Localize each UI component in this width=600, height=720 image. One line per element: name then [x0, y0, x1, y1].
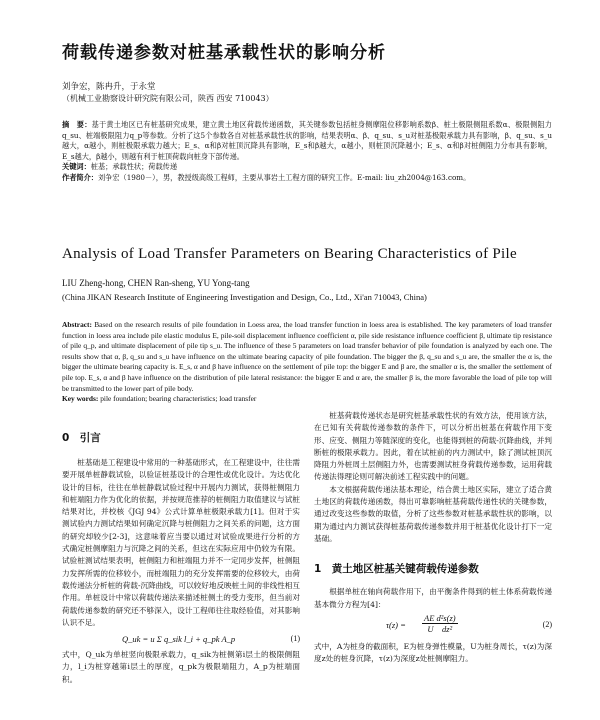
right-column — [314, 410, 552, 665]
abstract-label-cn: 摘 要： — [62, 120, 92, 129]
author-info: 刘争宏（1980－），男，教授级高级工程师，主要从事岩土工程方面的研究工作。E-mail: liu_zh2004@163.com。 — [97, 172, 471, 182]
paper-title-en: Analysis of Load Transfer Parameters on Bearing Characteristics of Pile — [62, 246, 517, 262]
section-1-heading: 1 黄土地区桩基关键荷载传递参数 — [314, 563, 479, 576]
section-0-paragraph-1: 桩基础是工程建设中常用的一种基础形式，在工程建设中，往往需要开展单桩静载试验，以验证桩基设计的合理性或优化设计。为达优化设计的目标，往往在单桩静载试验过程中开展内力测试，获得桩侧阻力和桩端阻力作为优化的依据，并按规范推荐的桩侧阻力取值建议与试桩结果对比，并校核《JGJ 94》公式计算单桩极限承载力[1]。但对于实测试验内力测试结果如何确定沉降与桩侧阻力之间关系的问题，这方面的研究却较少[2-3]，这意味着应当要以通过对试验成果进行分析的方式确定桩侧摩阻力与沉降之间的关系，但这在实际应用中仍较为有限。试验桩测试结果表明，桩侧阻力和桩端阻力并不一定同步发挥，桩侧阻力发挥所需的位移较小，而桩端阻力的充分发挥需要的位移较大，由荷载传递法分析桩的荷载-沉降曲线，可以较好地反映桩土间的非线性相互作用。单桩设计中常以荷载传递法来描述桩侧土的受力变形，但当前对荷载传递参数的研究还不够深入，设计工程师往往取经验值，对其影响认识不足。 — [62, 458, 300, 627]
abstract-en — [62, 320, 552, 405]
affiliation-en: (China JIKAN Research Institute of Engineering Investigation and Design, Co., Ltd., Xi'an 710043, China) — [62, 292, 427, 302]
section-0-paragraph-2: 式中，Q_uk为单桩竖向极限承载力，q_sik为桩侧第i层土的极限侧阻力，l_i为桩穿越第i层土的厚度，q_pk为极限端阻力，A_p为桩端面积。 — [62, 650, 300, 684]
authors-cn: 刘争宏，陈冉升，于永堂 — [62, 82, 156, 92]
abstract-label-en: Abstract: — [62, 320, 92, 329]
keywords-en: pile foundation; bearing characteristics; load transfer — [100, 394, 257, 404]
equation-2-denominator: U dz² — [427, 623, 453, 634]
equation-1-body: Q_uk = u Σ q_sik l_i + q_pk A_p — [122, 634, 236, 645]
authors-en: LIU Zheng-hong, CHEN Ran-sheng, YU Yong-tang — [62, 278, 250, 288]
paper-title-cn: 荷载传递参数对桩基承载性状的影响分析 — [62, 43, 386, 63]
equation-2 — [314, 611, 552, 641]
equation-2-fraction — [422, 613, 458, 634]
keywords-label-en: Key words: — [62, 394, 99, 404]
right-paragraph-2: 本文根据荷载传递法基本理论，结合黄土地区实际，建立了适合黄土地区的荷载传递函数，得出可靠影响桩基荷载传递性状的关键参数，通过改变这些参数的取值，分析了这些参数对桩基承载性状的影响，以期为通过内力测试获得桩基荷载传递参数并用于桩基优化设计打下一定基础。 — [314, 484, 552, 543]
equation-2-numerator: AE d²s(z) — [424, 612, 456, 623]
affiliation-cn: （机械工业勘察设计研究院有限公司，陕西 西安 710043） — [62, 94, 274, 103]
keywords-cn: 桩基；承载性状；荷载传递 — [90, 162, 178, 171]
equation-2-number: (2) — [542, 619, 552, 629]
section-1-paragraph-1: 根据单桩在轴向荷载作用下，由平衡条件得到的桩土体系荷载传递基本微分方程为[4]： — [314, 587, 552, 609]
right-paragraph-1: 桩基荷载传递状态是研究桩基承载性状的有效方法，使用该方法，在已知有关荷载传递参数的条件下，可以分析出桩基在荷载作用下变形、应变、侧阻力等随深度的变化，也能得到桩的荷载-沉降曲线，并判断桩的极限承载力。因此，着在试桩前的内力测试中，除了测试桩顶沉降阻力外桩周土层侧阻力外，也需要测试桩身荷载传递参数，运用荷载传递法得理论则可解决前述工程实践中的问题。 — [314, 411, 552, 482]
equation-1 — [62, 631, 300, 649]
abstract-text-en: Based on the research results of pile foundation in Loess area, the load transfer function in loess area is established. The key parameters of load transfer function in loess area include pile elastic modulus E, pile-soil displacement influence coefficient α, pile side resistance influence coefficient β, ultimate tip resistance of pile q_p, and ultimate displacement of pile tip s_u. The influence of these 5 parameters on load transfer behavior of pile foundation is analyzed by each one. The results show that α, β, q_su and s_u have influence on the ultimate bearing capacity of pile foundation. The bigger the β, q_su and s_u are, the smaller the α is, the bigger the ultimate bearing capacity is. E_s, α and β have influence on the settlement of pile top: the bigger E and β are, the smaller α is, the smaller the settlement of pile top. E_s, α and β have influence on the distribution of pile lateral resistance: the bigger E and α are, the smaller β is, the more favorable the load of pile top will be transmitted to the lower part of pile body. — [62, 320, 552, 393]
section-0-heading: 0 引言 — [62, 432, 101, 444]
author-info-label: 作者简介： — [62, 172, 98, 182]
equation-2-lhs: τ(z) = — [386, 619, 406, 630]
abstract-cn — [62, 120, 552, 183]
equation-1-number: (1) — [290, 634, 300, 644]
left-column — [62, 430, 300, 686]
keywords-label-cn: 关键词： — [62, 162, 91, 171]
abstract-text-cn: 基于黄土地区已有桩基研究成果，建立黄土地区荷载传递函数，其关键参数包括桩身侧摩阻位移影响系数β、桩土极限侧阻系数α、极限侧阻力q_su、桩端极限阻力q_p等参数。分析了这5个参数各自对桩基承载性状的影响，结果表明α、β、q_su、s_u对桩基极限承载力具有影响，β、q_su、s_u越大，α越小，则桩极限承载力越大；E_s、α和β对桩顶沉降具有影响，E_s和β越大，α越小，则桩顶沉降越小；E_s、α和β对桩侧阻力分布具有影响，E_s越大，β越小，则越有利于桩顶荷载向桩身下部传递。 — [62, 120, 552, 161]
section-1-paragraph-2: 式中，A为桩身的截面积，E为桩身弹性模量，U为桩身周长，τ(z)为深度z处的桩身沉降，τ(z)为深度z处桩侧摩阻力。 — [314, 641, 552, 664]
